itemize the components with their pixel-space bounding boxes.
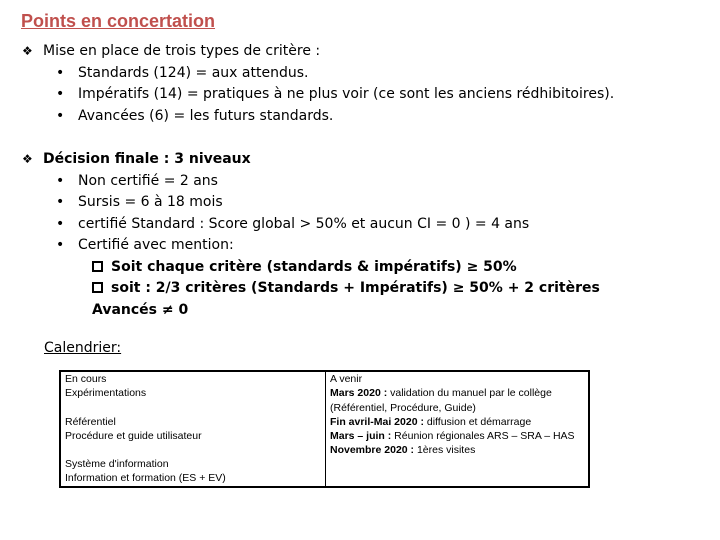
sub-list-continuation: Avancés ≠ 0 bbox=[92, 301, 189, 318]
section-heading: Décision finale : 3 niveaux bbox=[43, 151, 251, 167]
checkbox-square-icon bbox=[92, 261, 103, 272]
timeline-entry: Mars – juin : Réunion régionales ARS – SRA – HAS bbox=[330, 430, 575, 443]
timeline-entry: Fin avril-Mai 2020 : diffusion et démarrage bbox=[330, 415, 532, 428]
list-item: Procédure et guide utilisateur bbox=[65, 429, 202, 442]
sub-list-item: soit : 2/3 critères (Standards + Impératifs) ≥ 50% + 2 critères bbox=[22, 278, 600, 300]
calendar-table bbox=[59, 370, 590, 488]
section-heading: Mise en place de trois types de critère : bbox=[43, 43, 321, 59]
list-item: • Sursis = 6 à 18 mois bbox=[56, 194, 223, 210]
diamond-bullet-icon: ❖ bbox=[22, 152, 33, 166]
list-item: Information et formation (ES + EV) bbox=[65, 472, 226, 485]
column-header: A venir bbox=[330, 373, 363, 385]
list-item: Système d'information bbox=[65, 458, 169, 471]
list-item: Expérimentations bbox=[65, 387, 147, 400]
checkbox-square-icon bbox=[92, 282, 103, 293]
list-item: • certifié Standard : Score global > 50% et aucun CI = 0 ) = 4 ans bbox=[56, 215, 530, 232]
page-title: Points en concertation bbox=[21, 11, 216, 31]
list-item: • Avancées (6) = les futurs standards. bbox=[56, 107, 334, 124]
timeline-entry: Mars 2020 : validation du manuel par le collège (Référentiel, Procédure, Guide) bbox=[330, 387, 552, 414]
list-item: • Non certifié = 2 ans bbox=[56, 172, 218, 189]
decision-section bbox=[22, 149, 600, 321]
list-item: • Certifié avec mention: bbox=[56, 237, 234, 253]
calendar-label: Calendrier: bbox=[44, 340, 122, 356]
timeline-entry: Novembre 2020 : 1ères visites bbox=[330, 444, 476, 457]
column-header: En cours bbox=[65, 373, 107, 385]
diamond-bullet-icon: ❖ bbox=[22, 44, 33, 58]
list-item: • Standards (124) = aux attendus. bbox=[56, 64, 309, 81]
in-progress-cell bbox=[60, 371, 326, 487]
list-item: • Impératifs (14) = pratiques à ne plus voir (ce sont les anciens rédhibitoires). bbox=[56, 86, 615, 102]
upcoming-cell bbox=[326, 371, 590, 487]
list-item: Référentiel bbox=[65, 415, 116, 428]
sub-list-item: Soit chaque critère (standards & impératifs) ≥ 50% bbox=[22, 257, 600, 279]
criteria-section bbox=[22, 41, 614, 127]
